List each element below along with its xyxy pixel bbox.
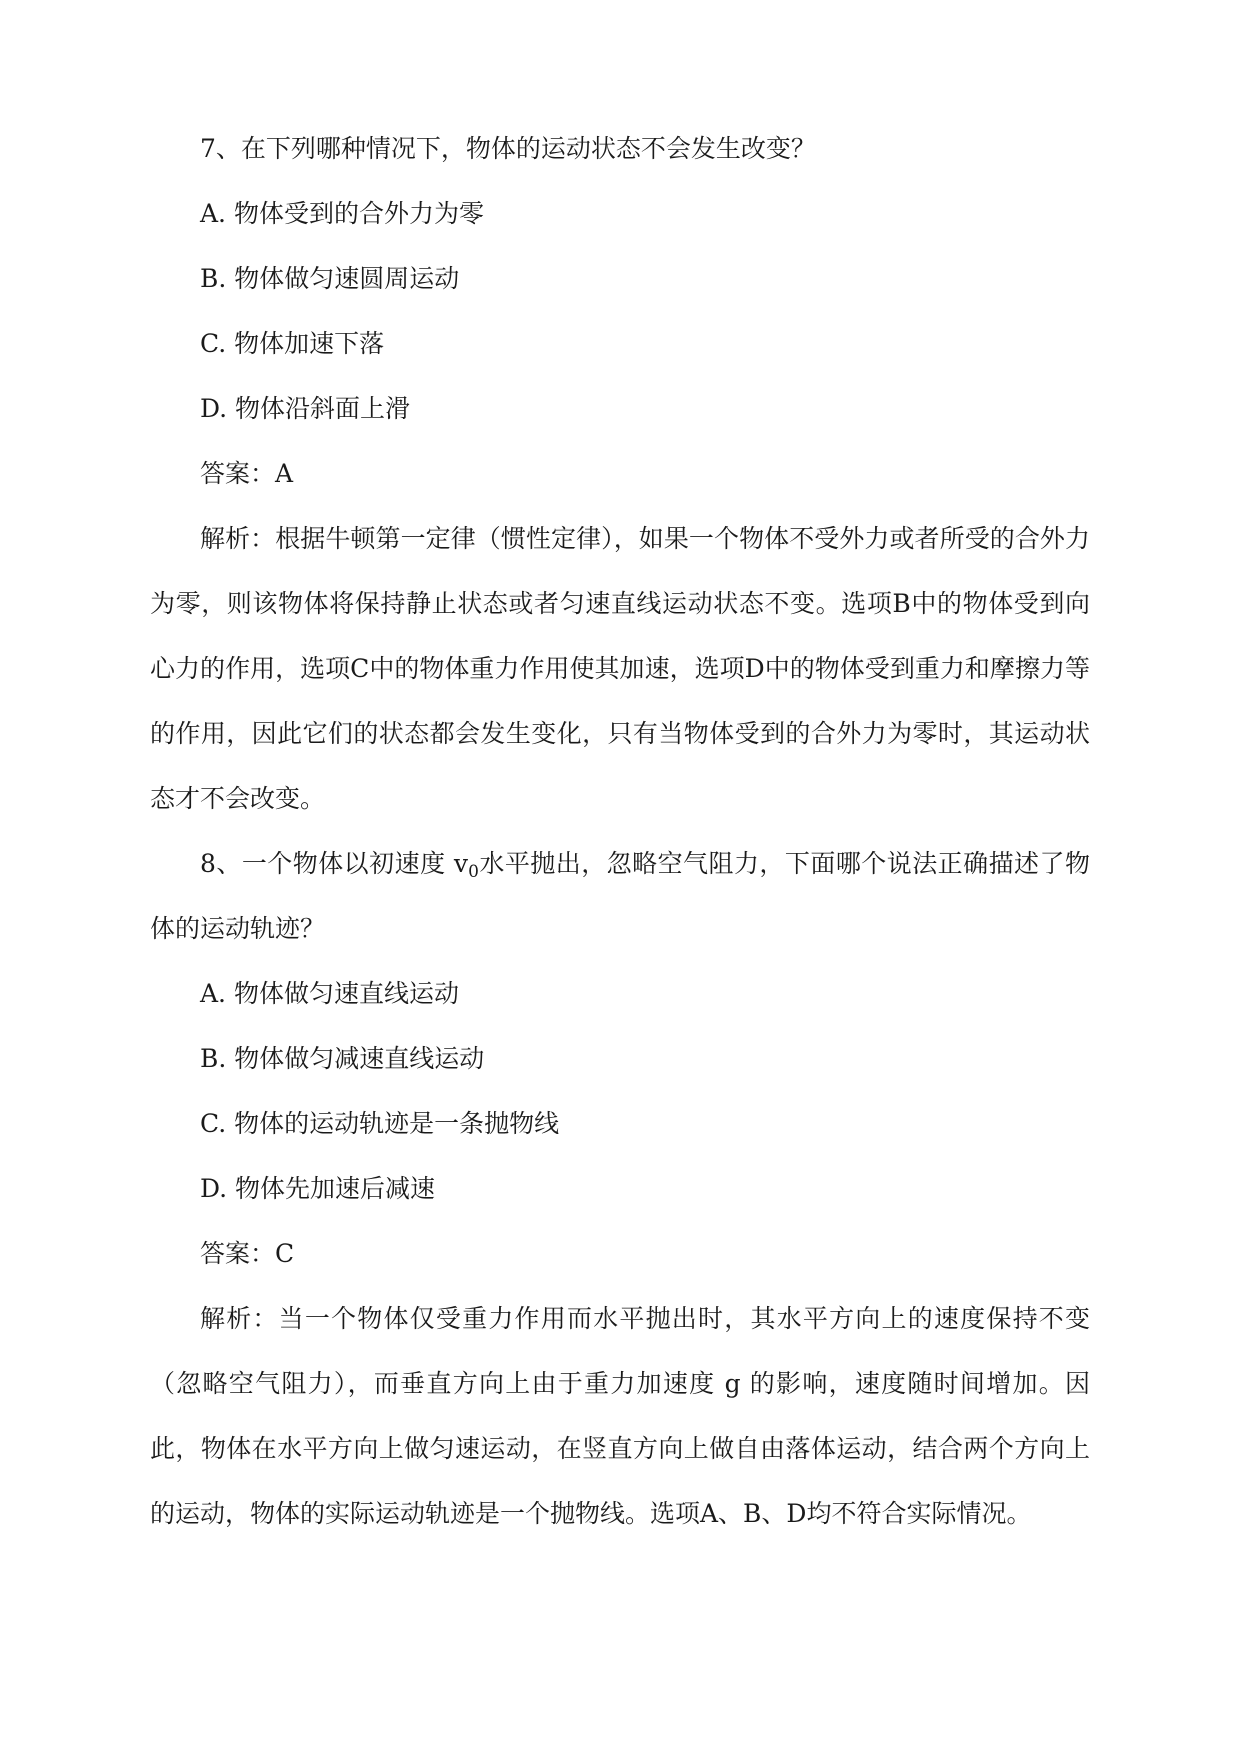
option-a: A. 物体受到的合外力为零: [200, 199, 484, 228]
option-c: C. 物体的运动轨迹是一条抛物线: [200, 1109, 560, 1138]
question-stem-text-rest: 水平抛出，忽略空气阻力，下面哪个说法正确描述了物体的运动轨迹？: [150, 849, 1090, 943]
answer: 答案：A: [200, 459, 294, 488]
option-d: D. 物体先加速后减速: [200, 1174, 436, 1203]
option-c: C. 物体加速下落: [200, 329, 385, 358]
question-stem: 7、在下列哪种情况下，物体的运动状态不会发生改变？: [200, 134, 816, 163]
analysis: 解析：当一个物体仅受重力作用而水平抛出时，其水平方向上的速度保持不变（忽略空气阻力），而垂直方向上由于重力加速度 g 的影响，速度随时间增加。因此，物体在水平方向上做匀速运动，在竖直方向上做自由落体运动，结合两个方向上的运动，物体的实际运动轨迹是一个抛物线。选项A、B、D均不符合实际情况。: [150, 1304, 1090, 1528]
option-a: A. 物体做匀速直线运动: [200, 979, 459, 1008]
option-b: B. 物体做匀速圆周运动: [200, 264, 460, 293]
question-8: [150, 831, 1090, 1546]
answer: 答案：C: [200, 1239, 295, 1268]
option-b: B. 物体做匀减速直线运动: [200, 1044, 485, 1073]
analysis: 解析：根据牛顿第一定律（惯性定律），如果一个物体不受外力或者所受的合外力为零，则该物体将保持静止状态或者匀速直线运动状态不变。选项B中的物体受到向心力的作用，选项C中的物体重力作用使其加速，选项D中的物体受到重力和摩擦力等的作用，因此它们的状态都会发生变化，只有当物体受到的合外力为零时，其运动状态才不会改变。: [150, 524, 1090, 813]
question-7: [150, 116, 1090, 831]
question-stem: [150, 831, 1090, 961]
question-stem-text: 8、一个物体以初速度 v: [200, 849, 469, 878]
subscript-zero: 0: [468, 862, 479, 882]
option-d: D. 物体沿斜面上滑: [200, 394, 411, 423]
